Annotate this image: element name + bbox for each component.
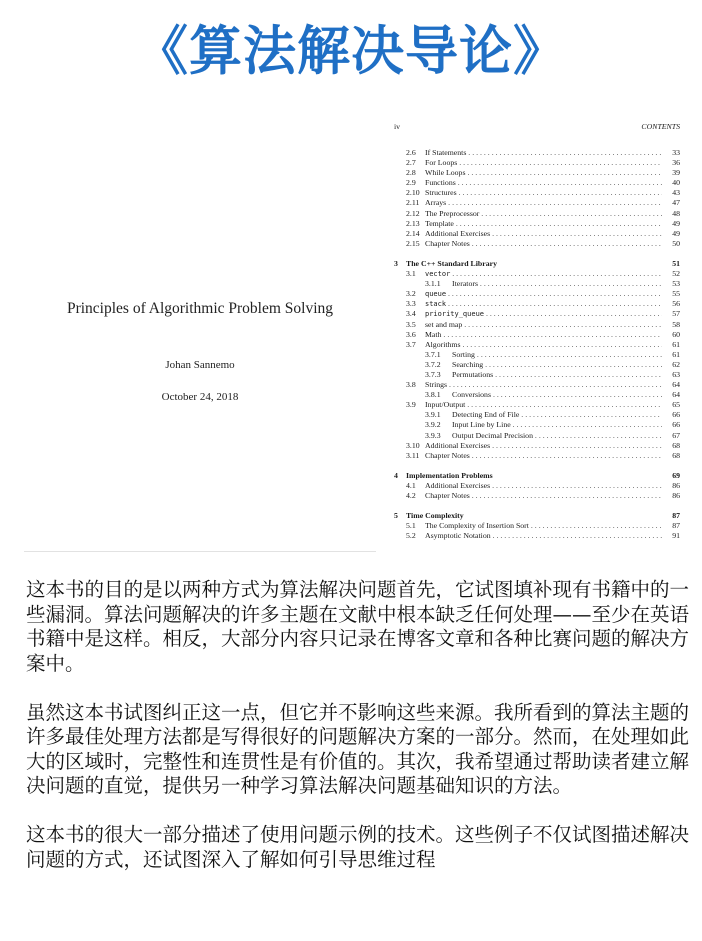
toc-entry-number: 2.6: [406, 148, 416, 157]
toc-entry-number: 5: [394, 511, 398, 521]
toc-entry-title-text: Asymptotic Notation: [425, 531, 491, 541]
toc-entry-number: 3.7.3: [425, 369, 441, 379]
toc-entry-title-text: Functions: [425, 178, 456, 188]
toc-entry-row: [394, 390, 680, 400]
toc-entry-title-text: If Statements: [425, 148, 467, 157]
toc-entry-title-text: Additional Exercises: [425, 480, 491, 490]
toc-entry-title-text: Chapter Notes: [425, 450, 470, 460]
toc-entry-title: [452, 420, 662, 430]
toc-chapter-row: [394, 511, 680, 521]
toc-entry-number: 2.9: [406, 178, 416, 188]
toc-entry-page: 49: [672, 218, 680, 228]
toc-header: [394, 122, 680, 135]
toc-entry-title-text: Input Line by Line: [452, 420, 511, 430]
toc-entry-row: [394, 239, 680, 249]
toc-entry-row: [394, 521, 680, 531]
book-cover: [24, 120, 376, 552]
toc-entries: [394, 148, 680, 541]
toc-entry-page: 56: [672, 299, 680, 309]
toc-entry-title: [425, 330, 662, 340]
toc-entry-page: 49: [672, 228, 680, 238]
toc-entry-number: 3.8.1: [425, 390, 441, 400]
toc-entry-row: [394, 229, 680, 239]
toc-entry-page: 69: [672, 470, 680, 480]
toc-entry-row: [394, 340, 680, 350]
toc-entry-title: [425, 198, 662, 208]
toc-entry-page: 68: [672, 440, 680, 450]
paragraph: 虽然这本书试图纠正这一点，但它并不影响这些来源。我所看到的算法主题的许多最佳处理方法都是写得很好的问题解决方案的一部分。然而，在处理如此大的区域时，完整性和连贯性是有价值的。其次，我希望通过帮助读者建立解决问题的直觉，提供另一种学习算法解决问题基础知识的方法。: [26, 700, 690, 797]
toc-entry-number: 3.1.1: [425, 279, 441, 289]
toc-entry-title-text: Arrays: [425, 198, 447, 208]
toc-entry-title-text: set and map: [425, 319, 463, 329]
toc-gap: [394, 501, 680, 511]
toc-entry-page: 61: [672, 339, 680, 349]
toc-entry-title-text: Template: [425, 218, 454, 228]
toc-entry-title: [452, 431, 662, 441]
toc-entry-page: 68: [672, 450, 680, 460]
toc-entry-row: [394, 350, 680, 360]
toc-entry-number: 3.9.1: [425, 410, 441, 420]
toc-entry-page: 53: [672, 279, 680, 289]
toc-entry-number: 2.15: [406, 238, 420, 248]
toc-entry-title: [425, 148, 662, 158]
toc-chapter-row: [394, 471, 680, 481]
toc-entry-row: [394, 148, 680, 158]
toc-entry-title: [406, 471, 662, 481]
toc-entry-title: [425, 289, 662, 299]
toc-entry-title-text: queue: [425, 290, 447, 299]
toc-entry-title-text: Chapter Notes: [425, 238, 470, 248]
toc-entry-title: [425, 188, 662, 198]
toc-entry-title-text: The C++ Standard Library: [406, 258, 497, 268]
toc-entry-row: [394, 431, 680, 441]
book-date: October 24, 2018: [161, 391, 239, 403]
toc-entry-row: [394, 360, 680, 370]
toc-entry-page: 57: [672, 309, 680, 319]
toc-entry-number: 3.11: [406, 450, 420, 460]
toc-entry-number: 3.4: [406, 309, 416, 319]
toc-entry-row: [394, 481, 680, 491]
book-author: Johan Sannemo: [165, 359, 235, 371]
divider: [24, 551, 376, 552]
toc-entry-title: [452, 360, 662, 370]
toc-entry-title-text: Iterators: [452, 279, 478, 289]
toc-entry-page: 65: [672, 400, 680, 410]
toc-entry-page: 64: [672, 390, 680, 400]
toc-entry-row: [394, 279, 680, 289]
toc-entry-title: [452, 350, 662, 360]
toc-entry-row: [394, 380, 680, 390]
toc-entry-row: [394, 441, 680, 451]
toc-entry-title: [425, 380, 662, 390]
toc-entry-number: 3.2: [406, 289, 416, 299]
toc-entry-title: [425, 491, 662, 501]
toc-entry-row: [394, 158, 680, 168]
toc-entry-title-text: Strings: [425, 380, 448, 390]
toc-entry-page: 62: [672, 359, 680, 369]
toc-entry-title-text: For Loops: [425, 158, 458, 168]
toc-entry-title: [425, 209, 662, 219]
toc-entry-title-text: vector: [425, 270, 451, 279]
toc-entry-title: [425, 521, 662, 531]
toc-entry-title: [425, 229, 662, 239]
toc-entry-page: 43: [672, 188, 680, 198]
paragraph: 这本书的目的是以两种方式为算法解决问题首先，它试图填补现有书籍中的一些漏洞。算法问题解决的许多主题在文献中根本缺乏任何处理——至少在英语书籍中是这样。相反，大部分内容只记录在博客文章和各种比赛问题的解决方案中。: [26, 578, 690, 675]
toc-entry-page: 51: [672, 258, 680, 268]
toc-running-head: CONTENTS: [641, 122, 680, 131]
toc-entry-title: [425, 481, 662, 491]
toc-entry-title-text: priority_queue: [425, 310, 485, 319]
toc-entry-page: 47: [672, 198, 680, 208]
toc-entry-title: [406, 259, 662, 269]
toc-entry-row: [394, 219, 680, 229]
toc-entry-row: [394, 299, 680, 309]
page-title: 《算法解决导论》: [135, 21, 567, 82]
toc-entry-title: [425, 531, 662, 541]
toc-entry-number: 4.1: [406, 480, 416, 490]
toc-entry-row: [394, 188, 680, 198]
toc-entry-row: [394, 320, 680, 330]
toc-entry-number: 2.10: [406, 188, 420, 198]
toc-entry-title-text: While Loops: [425, 168, 466, 178]
toc-entry-number: 2.7: [406, 158, 416, 168]
toc-entry-number: 3.7.1: [425, 349, 441, 359]
toc-entry-number: 3.7: [406, 339, 416, 349]
toc-entry-title: [425, 340, 662, 350]
toc-entry-number: 3.1: [406, 269, 416, 279]
toc-entry-page: 48: [672, 208, 680, 218]
toc-entry-title: [425, 309, 662, 319]
toc-entry-row: [394, 330, 680, 340]
toc-entry-page: 87: [672, 521, 680, 531]
toc-entry-number: 3.9.2: [425, 420, 441, 430]
toc-entry-title: [425, 219, 662, 229]
toc-entry-number: 3.6: [406, 329, 416, 339]
toc-entry-number: 3.10: [406, 440, 420, 450]
toc-entry-page: 63: [672, 369, 680, 379]
toc-entry-title: [425, 441, 662, 451]
toc-entry-title: [425, 239, 662, 249]
toc-entry-row: [394, 178, 680, 188]
toc-entry-page: 86: [672, 480, 680, 490]
toc-entry-number: 2.8: [406, 168, 416, 178]
toc-entry-number: 3.8: [406, 380, 416, 390]
toc-entry-title: [425, 178, 662, 188]
toc-entry-title: [425, 451, 662, 461]
toc-entry-page: 67: [672, 430, 680, 440]
toc-gap: [394, 461, 680, 471]
toc-entry-title: [452, 390, 662, 400]
toc-entry-title-text: Additional Exercises: [425, 440, 491, 450]
toc-entry-row: [394, 198, 680, 208]
toc-entry-title-text: Detecting End of File: [452, 410, 520, 420]
toc-entry-title-text: stack: [425, 300, 447, 309]
toc-entry-row: [394, 451, 680, 461]
toc-entry-page: 91: [672, 531, 680, 541]
toc-entry-number: 5.1: [406, 521, 416, 531]
toc-entry-number: 3.7.2: [425, 359, 441, 369]
toc-entry-row: [394, 410, 680, 420]
toc-entry-title: [425, 269, 662, 279]
toc-entry-title-text: Output Decimal Precision: [452, 430, 533, 440]
toc-entry-row: [394, 168, 680, 178]
toc-entry-title: [425, 168, 662, 178]
toc-entry-row: [394, 309, 680, 319]
toc-entry-page: 50: [672, 238, 680, 248]
toc-entry-title-text: The Complexity of Insertion Sort: [425, 521, 529, 531]
toc-entry-page: 64: [672, 380, 680, 390]
toc-chapter-row: [394, 259, 680, 269]
toc-entry-title-text: Searching: [452, 359, 484, 369]
toc-entry-row: [394, 209, 680, 219]
toc-entry-title: [452, 279, 662, 289]
toc-entry-number: 3.5: [406, 319, 416, 329]
toc-entry-page: 40: [672, 178, 680, 188]
toc-entry-title-text: Sorting: [452, 349, 475, 359]
toc-entry-title: [425, 299, 662, 309]
toc-entry-title: [425, 320, 662, 330]
toc-entry-title: [425, 158, 662, 168]
toc-entry-number: 2.11: [406, 198, 420, 208]
toc-entry-row: [394, 420, 680, 430]
toc-entry-title: [425, 400, 662, 410]
toc-entry-title-text: Conversions: [452, 390, 491, 400]
toc-entry-title-text: Additional Exercises: [425, 228, 491, 238]
toc-entry-page: 61: [672, 349, 680, 359]
toc-entry-page: 36: [672, 158, 680, 168]
toc-entry-number: 5.2: [406, 531, 416, 541]
toc-entry-row: [394, 400, 680, 410]
toc-entry-row: [394, 370, 680, 380]
toc-entry-number: 4: [394, 470, 398, 480]
toc-entry-page: 58: [672, 319, 680, 329]
toc-entry-title-text: Structures: [425, 188, 457, 198]
toc-entry-number: 4.2: [406, 491, 416, 500]
toc-entry-page: 39: [672, 168, 680, 178]
toc-entry-page: 87: [672, 511, 680, 521]
toc-entry-row: [394, 289, 680, 299]
toc-entry-row: [394, 269, 680, 279]
body-text: [26, 578, 690, 897]
toc-entry-page: 66: [672, 420, 680, 430]
toc-entry-title-text: Permutations: [452, 369, 494, 379]
toc-entry-title-text: Math: [425, 329, 442, 339]
toc-entry-row: [394, 531, 680, 541]
toc-entry-number: 2.13: [406, 218, 420, 228]
toc-entry-title: [452, 370, 662, 380]
toc-entry-page: 60: [672, 329, 680, 339]
toc-entry-page: 66: [672, 410, 680, 420]
toc-entry-number: 3.9.3: [425, 430, 441, 440]
toc-entry-title-text: Time Complexity: [406, 511, 464, 521]
toc-entry-page: 33: [672, 148, 680, 157]
toc-entry-number: 2.14: [406, 228, 420, 238]
toc-entry-number: 3: [394, 258, 398, 268]
table-of-contents: [394, 122, 680, 541]
toc-entry-title-text: The Preprocessor: [425, 208, 480, 218]
toc-entry-title-text: Algorithms: [425, 339, 461, 349]
toc-page-number: iv: [394, 122, 401, 131]
toc-entry-number: 2.12: [406, 208, 420, 218]
toc-entry-title-text: Implementation Problems: [406, 470, 493, 480]
paragraph: 这本书的很大一部分描述了使用问题示例的技术。这些例子不仅试图描述解决问题的方式，还试图深入了解如何引导思维过程: [26, 823, 690, 871]
book-title: Principles of Algorithmic Problem Solving: [66, 300, 334, 317]
toc-entry-page: 55: [672, 289, 680, 299]
toc-entry-number: 3.3: [406, 299, 416, 309]
toc-entry-title-text: Input/Output: [425, 400, 466, 410]
toc-gap: [394, 249, 680, 259]
toc-entry-page: 86: [672, 491, 680, 500]
toc-entry-title-text: Chapter Notes: [425, 491, 470, 500]
toc-entry-row: [394, 491, 680, 501]
toc-entry-title: [406, 511, 662, 521]
toc-entry-title: [452, 410, 662, 420]
toc-entry-page: 52: [672, 269, 680, 279]
toc-entry-number: 3.9: [406, 400, 416, 410]
